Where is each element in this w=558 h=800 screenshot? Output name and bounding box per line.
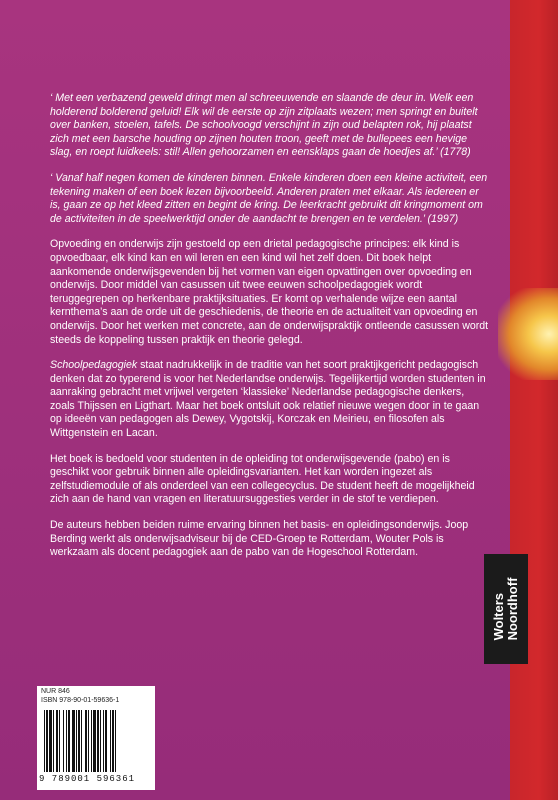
- barcode-bar: [76, 710, 77, 772]
- barcode-bar: [93, 710, 96, 772]
- barcode-bar: [97, 710, 99, 772]
- barcode-digits: 9 789001 596361: [39, 774, 136, 784]
- barcode-bar: [100, 710, 101, 772]
- barcode-bar: [53, 710, 54, 772]
- barcode-bar: [85, 710, 87, 772]
- publisher-line-2: Noordhoff: [505, 577, 520, 641]
- nur-code: NUR 846: [41, 688, 70, 695]
- barcode-bar: [56, 710, 58, 772]
- barcode-bar: [88, 710, 89, 772]
- paragraph-authors: De auteurs hebben beiden ruime ervaring binnen het basis- en opleidingsonderwijs. Joop Berding werkt als onderwijsadviseur bij de CED-Groep te Rotterdam, Wouter Pols is werkzaam als docent pedagogiek aan de pabo van de Hogeschool Rotterdam.: [50, 519, 469, 559]
- quote-1778: ‘ Met een verbazend geweld dringt men al schreeuwende en slaande de deur in. Welk een holderend bolderend geluid! Elk wil de eerste op zijn zitplaats wezen; men springt en buitelt over banken, stoelen, tafels. De schoolvoogd verschijnt in zijn oud belapten rok, hij plaatst zich met een barsche houding op zijnen houten troon, geeft met de bullepees een hevige slag, en roept luidkeels: stil! Allen gehoorzamen en eensklaps gaan de hoedjes af.’ (1778): [50, 92, 478, 159]
- barcode-bar: [110, 710, 111, 772]
- publisher-line-1: Wolters: [491, 592, 506, 641]
- right-red-strip: [510, 0, 558, 800]
- paragraph-principles: Opvoeding en onderwijs zijn gestoeld op een drietal pedagogische principes: elk kind is opvoedbaar, elk kind kan en wil leren en een kind wil het zelf doen. Dit boek helpt aankomende onderwijsgevenden bij het vormen van eigen opvattingen over opvoeding en onderwijs. Door middel van casussen uit twee eeuwen schoolpedagogiek wordt teruggegrepen op herkenbare praktijksituaties. Er komt op verhalende wijze een aantal kernthema’s aan de orde uit de geschiedenis, de theorie en de actualiteit van opvoeding en onderwijs. Door het werken met concrete, aan de onderwijspraktijk ontleende casussen wordt steeds de koppeling tussen praktijk en theorie gelegd.: [50, 238, 489, 346]
- isbn-number: ISBN 978-90-01-59636-1: [41, 697, 120, 704]
- barcode-bar: [63, 710, 64, 772]
- barcode-bar: [112, 710, 114, 772]
- barcode-bar: [59, 710, 60, 772]
- barcode-bar: [81, 710, 82, 772]
- barcode-bar: [66, 710, 67, 772]
- barcode: [43, 710, 149, 772]
- paragraph-tradition: [50, 359, 490, 441]
- barcode-bar: [46, 710, 48, 772]
- barcode-bar: [103, 710, 104, 772]
- barcode-bar: [105, 710, 107, 772]
- paragraph-tradition-text: staat nadrukkelijk in de traditie van het soort praktijkgericht pedagogisch denken dat zo typerend is voor het Nederlandse onderwijs. Tegelijkertijd worden studenten in aanraking gebracht met vrijwel vergeten ‘klassieke’ Nederlandse pedagogische denkers, zoals Thijssen en Ligthart. Maar het boek ontsluit ook relatief nieuwe wegen door in te gaan op ideeën van pedagogen als Dewey, Vygotskij, Korczak en Meirieu, en filosofen als Wittgenstein en Lacan.: [50, 359, 486, 440]
- barcode-bar: [68, 710, 70, 772]
- publisher-name: [492, 578, 520, 641]
- publisher-logo: [484, 554, 528, 664]
- barcode-bar: [91, 710, 92, 772]
- back-cover-text: [50, 92, 490, 572]
- barcode-bar: [78, 710, 80, 772]
- isbn-barcode-box: [37, 686, 155, 790]
- barcode-bar: [72, 710, 75, 772]
- book-title-italic: Schoolpedagogiek: [50, 359, 138, 372]
- paragraph-audience: Het boek is bedoeld voor studenten in de opleiding tot onderwijsgevende (pabo) en is geschikt voor gebruik binnen alle opleidingsvarianten. Het kan worden ingezet als zelfstudiemodule of als onderdeel van een collegecyclus. De student heeft de mogelijkheid zich aan de hand van vragen en literatuursuggesties verder in de stof te verdiepen.: [50, 452, 475, 506]
- quote-1997: ‘ Vanaf half negen komen de kinderen binnen. Enkele kinderen doen een kleine activiteit, een tekening maken of een boek lezen bijvoorbeeld. Anderen praten met elkaar. Als iedereen er is, gaan ze op het kleed zitten en begint de kring. De leerkracht gebruikt dit kringmoment om de activiteiten in de speelwerktijd onder de aandacht te brengen en te verdelen.’ (1997): [50, 171, 488, 225]
- barcode-bar: [44, 710, 45, 772]
- barcode-bar: [49, 710, 52, 772]
- glow-image: [498, 288, 558, 380]
- barcode-bar: [115, 710, 116, 772]
